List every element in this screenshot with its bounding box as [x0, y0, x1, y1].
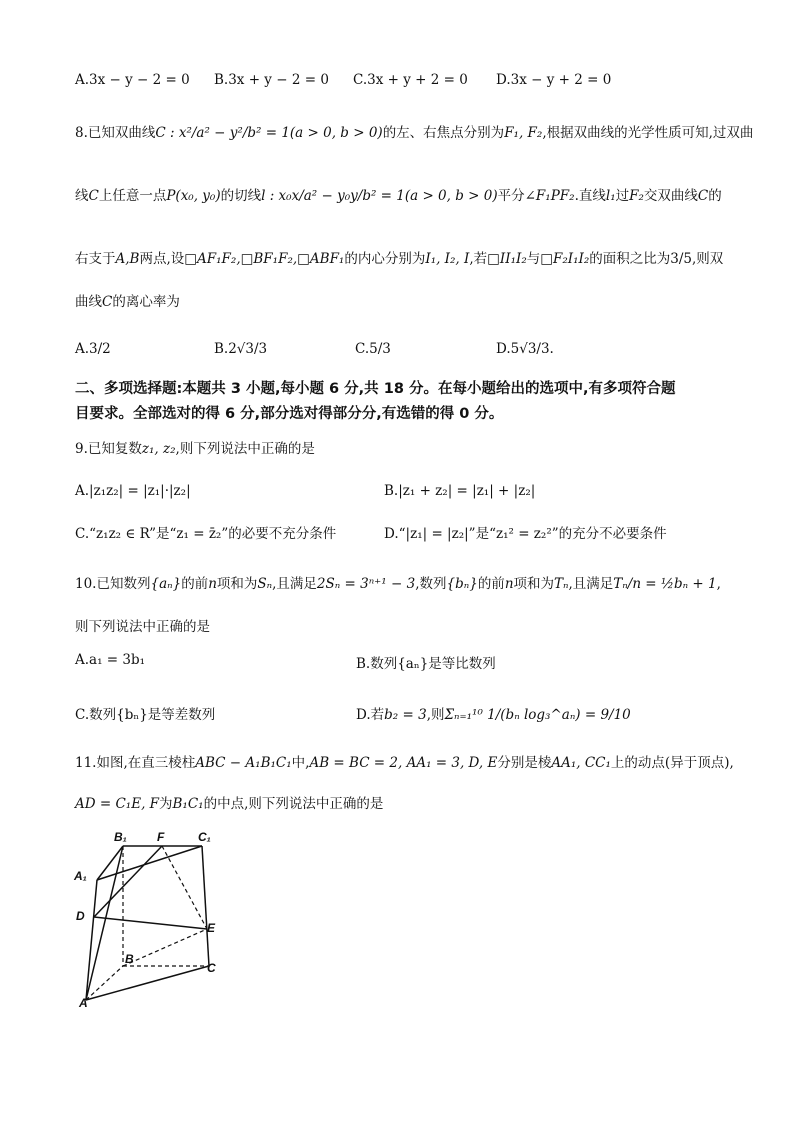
label-f: F — [157, 830, 165, 844]
segment-d-e — [94, 917, 207, 929]
q10-stem-line-1: 10.已知数列{aₙ}的前n项和为Sₙ,且满足2Sₙ = 3ⁿ⁺¹ − 3,数列{bₙ}的前n项和为Tₙ,且满足Tₙ/n = ½bₙ + 1, — [75, 576, 721, 592]
section2-heading-line-1: 二、多项选择题:本题共 3 小题,每小题 6 分,共 18 分。在每小题给出的选项中,有多项符合题 — [75, 381, 676, 397]
q9-option-d: D.“|z₁| = |z₂|”是“z₁² = z₂²”的充分不必要条件 — [384, 526, 667, 542]
q8-option-c: C.5/3 — [355, 341, 391, 357]
q10-stem-line-2: 则下列说法中正确的是 — [75, 619, 210, 635]
q7-option-d: D.3x − y + 2 = 0 — [496, 72, 612, 88]
edge-a1-c1 — [97, 846, 202, 880]
segment-b-e — [123, 929, 207, 966]
q10-option-a: A.a₁ = 3b₁ — [75, 652, 146, 668]
label-c1: C₁ — [198, 830, 211, 844]
prism-edges — [86, 846, 209, 1000]
label-e: E — [207, 921, 216, 935]
q9-option-c: C.“z₁z₂ ∈ R”是“z₁ = z̄₂”的必要不充分条件 — [75, 526, 337, 542]
q7-option-c: C.3x + y + 2 = 0 — [353, 72, 468, 88]
q7-option-b: B.3x + y − 2 = 0 — [214, 72, 329, 88]
label-c: C — [207, 961, 216, 975]
q9-stem: 9.已知复数z₁, z₂,则下列说法中正确的是 — [75, 441, 315, 457]
q8-line-3: 右支于A,B两点,设□AF₁F₂,□BF₁F₂,□ABF₁的内心分别为I₁, I₂, I,若□II₁I₂与□F₂I₁I₂的面积之比为3/5,则双 — [75, 251, 724, 267]
q8-line-2: 线C上任意一点P(x₀, y₀)的切线l : x₀x/a² − y₀y/b² = 1(a > 0, b > 0)平分∠F₁PF₂.直线l₁过F₂交双曲线C的 — [75, 188, 722, 204]
label-a1: A₁ — [74, 869, 87, 883]
q8-line-1: 8.已知双曲线C : x²/a² − y²/b² = 1(a > 0, b > 0)的左、右焦点分别为F₁, F₂,根据双曲线的光学性质可知,过双曲 — [75, 125, 754, 141]
q11-stem-line-2: AD = C₁E, F为B₁C₁的中点,则下列说法中正确的是 — [75, 796, 384, 812]
label-d: D — [76, 909, 85, 923]
q8-option-b: B.2√3/3 — [214, 341, 268, 357]
segment-d-f — [94, 846, 162, 917]
section2-heading-line-2: 目要求。全部选对的得 6 分,部分选对得部分分,有选错的得 0 分。 — [75, 406, 504, 422]
q9-option-a: A.|z₁z₂| = |z₁|·|z₂| — [75, 483, 191, 499]
label-b1: B₁ — [114, 830, 127, 844]
segment-f-e — [162, 846, 207, 929]
q8-option-d: D.5√3/3. — [496, 341, 554, 357]
label-b: B — [125, 952, 134, 966]
q8-line-4: 曲线C的离心率为 — [75, 294, 180, 310]
edge-a-c — [86, 966, 209, 1000]
q10-option-d: D.若b₂ = 3,则Σₙ₌₁¹⁰ 1/(bₙ log₃^aₙ) = 9/10 — [356, 707, 631, 723]
q8-option-a: A.3/2 — [75, 341, 111, 357]
edge-a1-a — [86, 880, 97, 1000]
label-a: A — [79, 996, 88, 1010]
q9-option-b: B.|z₁ + z₂| = |z₁| + |z₂| — [384, 483, 536, 499]
q7-option-a: A.3x − y − 2 = 0 — [75, 72, 190, 88]
prism-figure — [70, 826, 220, 1012]
q11-stem-line-1: 11.如图,在直三棱柱ABC − A₁B₁C₁中,AB = BC = 2, AA₁ = 3, D, E分别是棱AA₁, CC₁上的动点(异于顶点), — [75, 755, 734, 771]
q10-option-b: B.数列{aₙ}是等比数列 — [356, 656, 496, 672]
q10-option-c: C.数列{bₙ}是等差数列 — [75, 707, 216, 723]
edge-c1-c — [202, 846, 209, 966]
